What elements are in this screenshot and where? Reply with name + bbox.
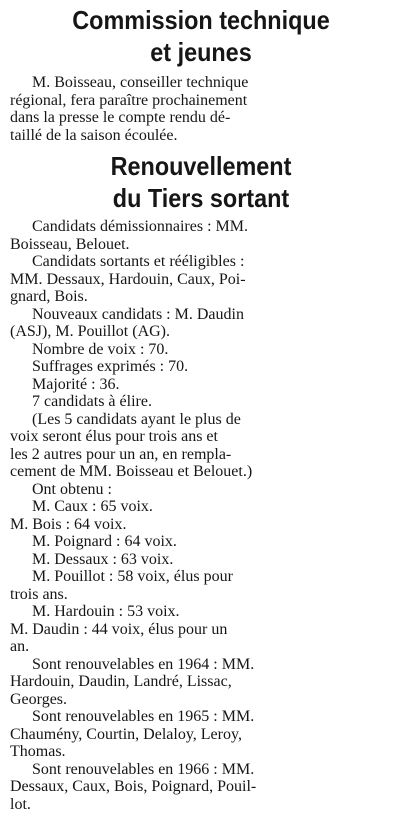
text-line: Sont renouvelables en 1966 : MM.: [32, 760, 255, 778]
text-line: Sont renouvelables en 1964 : MM.: [32, 655, 255, 673]
text-line: dans la presse le compte rendu dé-: [10, 109, 231, 126]
text-line: Boisseau, Belouet.: [10, 235, 130, 253]
heading-renouvellement-line2: du Tiers sortant: [112, 183, 290, 213]
text-line: Nombre de voix : 70.: [32, 340, 169, 358]
text-line: lot.: [10, 795, 31, 813]
text-line: M. Caux : 65 voix.: [32, 498, 153, 515]
text-line: Suffrages exprimés : 70.: [32, 358, 189, 375]
text-line: M. Daudin : 44 voix, élus pour un: [10, 620, 228, 638]
text-line: an.: [10, 638, 30, 655]
text-line: M. Pouillot : 58 voix, élus pour: [32, 568, 233, 585]
text-line: régional, fera paraître prochainement: [10, 91, 248, 109]
text-line: MM. Dessaux, Hardouin, Caux, Poi-: [10, 270, 246, 288]
text-line: voix seront élus pour trois ans et: [10, 428, 218, 445]
heading-commission-line2: et jeunes: [150, 37, 252, 67]
text-line: Sont renouvelables en 1965 : MM.: [32, 708, 255, 725]
text-line: Candidats sortants et rééligibles :: [32, 253, 245, 270]
text-line: Ont obtenu :: [32, 480, 112, 498]
text-line: trois ans.: [10, 585, 68, 603]
heading-renouvellement-line1: Renouvellement: [110, 151, 292, 181]
text-line: Thomas.: [10, 743, 66, 760]
text-line: Georges.: [10, 690, 68, 708]
text-line: M. Boisseau, conseiller technique: [32, 74, 249, 91]
intro-paragraph: [10, 74, 392, 144]
text-line: cement de MM. Boisseau et Belouet.): [10, 463, 253, 480]
text-line: (Les 5 candidats ayant le plus de: [32, 410, 241, 428]
text-line: 7 candidats à élire.: [32, 393, 152, 410]
text-line: M. Poignard : 64 voix.: [32, 533, 177, 550]
heading-commission-line1: Commission technique: [72, 5, 330, 35]
results-paragraph: [10, 218, 392, 813]
text-line: Hardouin, Daudin, Landré, Lissac,: [10, 673, 232, 690]
text-line: Chaumény, Courtin, Delaloy, Leroy,: [10, 725, 242, 743]
text-line: Candidats démissionnaires : MM.: [32, 218, 248, 235]
text-line: les 2 autres pour un an, en rempla-: [10, 445, 232, 463]
text-line: M. Bois : 64 voix.: [10, 515, 127, 533]
text-line: taillé de la saison écoulée.: [10, 126, 178, 144]
text-line: Nouveaux candidats : M. Daudin: [32, 305, 244, 323]
text-line: M. Hardouin : 53 voix.: [32, 603, 180, 620]
text-line: gnard, Bois.: [10, 288, 88, 305]
text-line: M. Dessaux : 63 voix.: [32, 550, 174, 568]
text-line: Dessaux, Caux, Bois, Poignard, Pouil-: [10, 778, 257, 795]
text-line: Majorité : 36.: [32, 375, 120, 393]
text-line: (ASJ), M. Pouillot (AG).: [10, 323, 171, 340]
